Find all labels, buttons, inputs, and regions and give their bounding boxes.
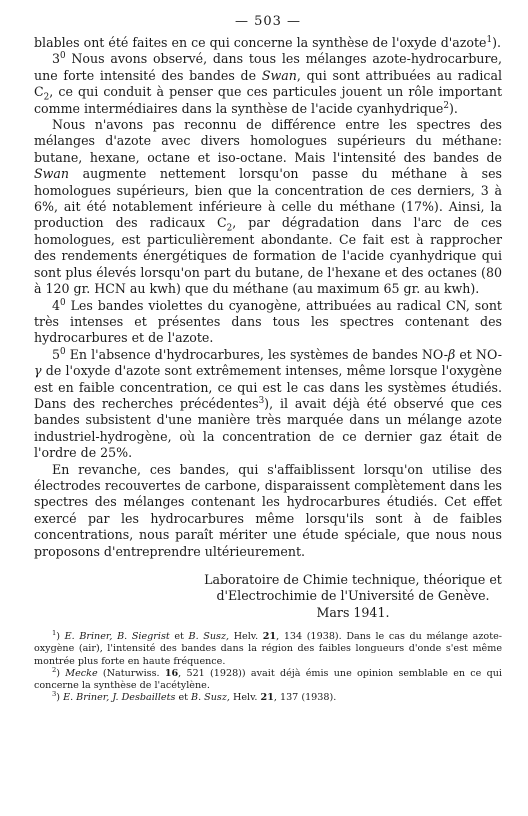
superscript: 2 [443, 100, 449, 111]
superscript: 0 [60, 297, 66, 308]
text-run: ) [56, 667, 66, 679]
text-run: , 134 (1938). Dans le cas du mélange azote-oxygène (air), l'intensité des bandes dans la région des faibles longueurs d'onde s'est même montrée plus forte en haute fréquence. [34, 631, 502, 667]
paragraph [34, 51, 502, 117]
body-text [34, 35, 502, 560]
text-run: ). [449, 100, 458, 116]
bold-run: 21 [260, 692, 274, 704]
italic-run: B. Susz, [188, 631, 230, 643]
text-run: (Naturwiss. [97, 667, 165, 679]
footnotes [34, 631, 502, 704]
text-run: , 137 (1938). [273, 692, 337, 704]
text-run: Les bandes violettes du cyanogène, attribuées au radical CN, sont très intenses et présentes dans tous les spectres contenant des hydrocarbures et de l'azote. [34, 297, 502, 346]
text-run: ) [56, 692, 64, 704]
superscript: 1 [486, 34, 493, 45]
bold-run: 16 [164, 667, 179, 679]
paragraph [34, 298, 502, 347]
text-run: ). [492, 35, 502, 50]
superscript: 3 [52, 690, 57, 699]
italic-run: E. Briner, J. Desbaillets [63, 692, 176, 704]
footnote [34, 665, 502, 692]
affiliation-line-1: Laboratoire de Chimie technique, théorique et [204, 572, 502, 587]
text-run: En l'absence d'hydrocarbures, les systèmes de bandes NO- [65, 346, 448, 362]
subscript: 2 [43, 92, 50, 103]
italic-run: Mecke [65, 667, 98, 679]
text-run: et NO- [455, 346, 502, 362]
text-run: , qui sont attribuées au radical C [34, 67, 503, 100]
text-run: Nous n'avons pas reconnu de différence entre les spectres des mélanges d'azote avec divers homologues supérieurs du méthane: butane, hexane, octane et iso-octane. Mais l'intensité des bandes de [34, 117, 502, 165]
page-number: — 503 — [234, 14, 302, 29]
superscript: 0 [60, 51, 66, 62]
affiliation-date: Mars 1941. [316, 604, 390, 620]
text-run: de l'oxyde d'azote sont extrêmement intenses, même lorsque l'oxygène est en faible concentration, ce qui est le cas dans les systèmes étudiés. Dans des recherches précédentes [34, 363, 502, 411]
text-run: Helv. [229, 692, 261, 704]
text-run: augmente nettement lorsqu'on passe du méthane à ses homologues supérieurs, bien que la concentration de ces derniers, 3 à 6%, ait été notablement inférieure à celle du méthane (17%). Ainsi, la production des radicaux C [34, 166, 502, 231]
text-run: , 521 (1928)) avait déjà émis une opinion semblable en ce qui concerne la synthèse de l'acétylène. [34, 667, 502, 692]
footnote [34, 631, 502, 668]
text-run: Nous avons observé, dans tous les mélanges azote-hydrocarbure, une forte intensité des bandes de [34, 51, 502, 83]
text-run: et [169, 631, 189, 643]
text-run: 4 [52, 297, 61, 313]
paragraph [34, 117, 502, 297]
superscript: 2 [52, 665, 57, 674]
text-run: Helv. [229, 631, 263, 643]
text-run: 3 [52, 51, 61, 67]
italic-run: β [447, 346, 456, 362]
italic-run: E. Briner, B. Siegrist [64, 631, 170, 643]
paragraph [34, 347, 502, 462]
footnote [34, 692, 502, 704]
text-run: En revanche, ces bandes, qui s'affaiblissent lorsqu'on utilise des électrodes recouvertes de carbone, disparaissent complètement dans les spectres des mélanges contenant les hydrocarbures étudiés. Cet effet exercé par les hydrocarbures même lorsqu'ils sont à de faibles concentrations, nous paraît mériter une étude spéciale, que nous nous proposons d'entreprendre ultérieurement. [34, 461, 502, 559]
italic-run: γ [34, 363, 42, 379]
text-run: ) [56, 631, 65, 643]
page [34, 14, 502, 704]
superscript: 3 [258, 395, 265, 406]
text-run: , ce qui conduit à penser que ces particules jouent un rôle important comme intermédiaires dans la synthèse de l'acide cyanhydrique [34, 84, 502, 116]
affiliation [34, 572, 502, 621]
superscript: 1 [52, 629, 57, 638]
bold-run: 21 [262, 631, 277, 643]
subscript: 2 [226, 223, 233, 234]
text-run: ), il avait déjà été observé que ces bandes subsistent d'une manière très marquée dans un mélange azote industriel-hydrogène, où la concentration de ce dernier gaz était de l'ordre de 25%. [34, 395, 502, 461]
text-run: 5 [52, 346, 61, 362]
superscript: 0 [60, 346, 66, 357]
italic-run: Swan [34, 166, 70, 182]
text-run: et [175, 692, 192, 704]
text-run: , par dégradation dans l'arc de ces homologues, est particulièrement abondante. Ce fait est à rapprocher des rendements énergétiques de formation de l'acide cyanhydrique qui sont plus élevés lorsqu'on part du butane, de l'hexane et des octanes (80 à 120 gr. HCN au kwh) que du méthane (au maximum 65 gr. au kwh). [34, 215, 502, 297]
italic-run: Swan [261, 67, 297, 83]
affiliation-line-2: d'Electrochimie de l'Université de Genève. [216, 588, 490, 604]
italic-run: B. Susz, [191, 692, 230, 704]
paragraph [34, 462, 502, 560]
paragraph [34, 35, 502, 51]
text-run: blables ont été faites en ce qui concerne la synthèse de l'oxyde d'azote [34, 35, 487, 50]
